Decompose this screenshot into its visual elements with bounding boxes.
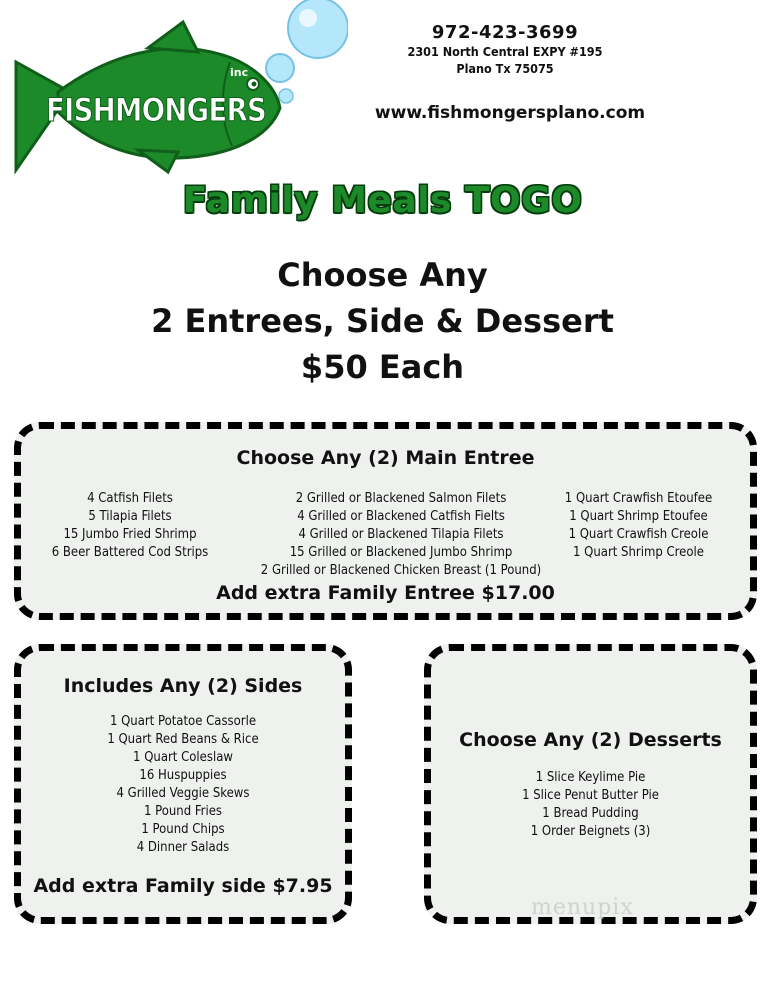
list-item: 1 Quart Red Beans & Rice [107, 732, 259, 747]
list-item: 4 Grilled Veggie Skews [116, 786, 250, 801]
phone-number[interactable]: 972-423-3699 [431, 22, 579, 43]
list-item: 2 Grilled or Blackened Chicken Breast (1 Pound) [260, 563, 542, 578]
list-item: 1 Quart Crawfish Creole [568, 527, 709, 542]
headline-line-1: Choose Any [277, 256, 488, 294]
address-line-1: 2301 North Central EXPY #195 [407, 44, 603, 59]
page-title: Family Meals TOGO [182, 180, 583, 221]
website-link[interactable]: www.fishmongersplano.com [374, 103, 646, 123]
list-item: 1 Quart Crawfish Etoufee [564, 491, 713, 506]
desserts-title: Choose Any (2) Desserts [459, 729, 722, 751]
list-item: 1 Bread Pudding [542, 806, 639, 821]
sides-title: Includes Any (2) Sides [63, 675, 303, 697]
headline-line-2: 2 Entrees, Side & Dessert [151, 302, 614, 340]
entrees-column-2 [241, 490, 561, 580]
list-item: 16 Huspuppies [139, 768, 227, 783]
fishmongers-logo [8, 0, 348, 180]
list-item: 1 Quart Potatoe Cassorle [109, 714, 257, 729]
sides-list [21, 713, 345, 857]
desserts-box [424, 644, 757, 924]
list-item: 4 Grilled or Blackened Tilapia Filets [298, 527, 504, 542]
entrees-box [14, 422, 757, 620]
extra-entree-price: Add extra Family Entree $17.00 [216, 582, 555, 604]
list-item: 1 Slice Keylime Pie [535, 770, 646, 785]
list-item: 1 Slice Penut Butter Pie [522, 788, 659, 803]
entrees-column-3 [546, 490, 731, 562]
list-item: 1 Quart Shrimp Etoufee [569, 509, 708, 524]
list-item: 1 Pound Chips [141, 822, 225, 837]
desserts-list [431, 769, 750, 841]
contact-block [380, 22, 630, 77]
logo-suffix: inc [230, 66, 249, 79]
logo-text: FISHMONGERS [46, 91, 266, 129]
list-item: 1 Quart Shrimp Creole [573, 545, 704, 560]
list-item: 2 Grilled or Blackened Salmon Filets [295, 491, 507, 506]
sides-box [14, 644, 352, 924]
list-item: 15 Grilled or Blackened Jumbo Shrimp [289, 545, 513, 560]
entrees-column-1 [25, 490, 235, 562]
list-item: 5 Tilapia Filets [88, 509, 172, 524]
list-item: 15 Jumbo Fried Shrimp [63, 527, 197, 542]
list-item: 1 Order Beignets (3) [530, 824, 651, 839]
watermark: menupix [531, 895, 634, 920]
list-item: 4 Dinner Salads [136, 840, 230, 855]
extra-side-price: Add extra Family side $7.95 [33, 875, 333, 897]
list-item: 4 Grilled or Blackened Catfish Fielts [297, 509, 505, 524]
list-item: 6 Beer Battered Cod Strips [51, 545, 209, 560]
headline-price: $50 Each [300, 348, 465, 386]
fish-icon [8, 0, 348, 180]
list-item: 4 Catfish Filets [87, 491, 173, 506]
list-item: 1 Pound Fries [144, 804, 222, 819]
address-line-2: Plano Tx 75075 [456, 61, 554, 76]
list-item: 1 Quart Coleslaw [133, 750, 233, 765]
entrees-title: Choose Any (2) Main Entree [236, 447, 535, 469]
